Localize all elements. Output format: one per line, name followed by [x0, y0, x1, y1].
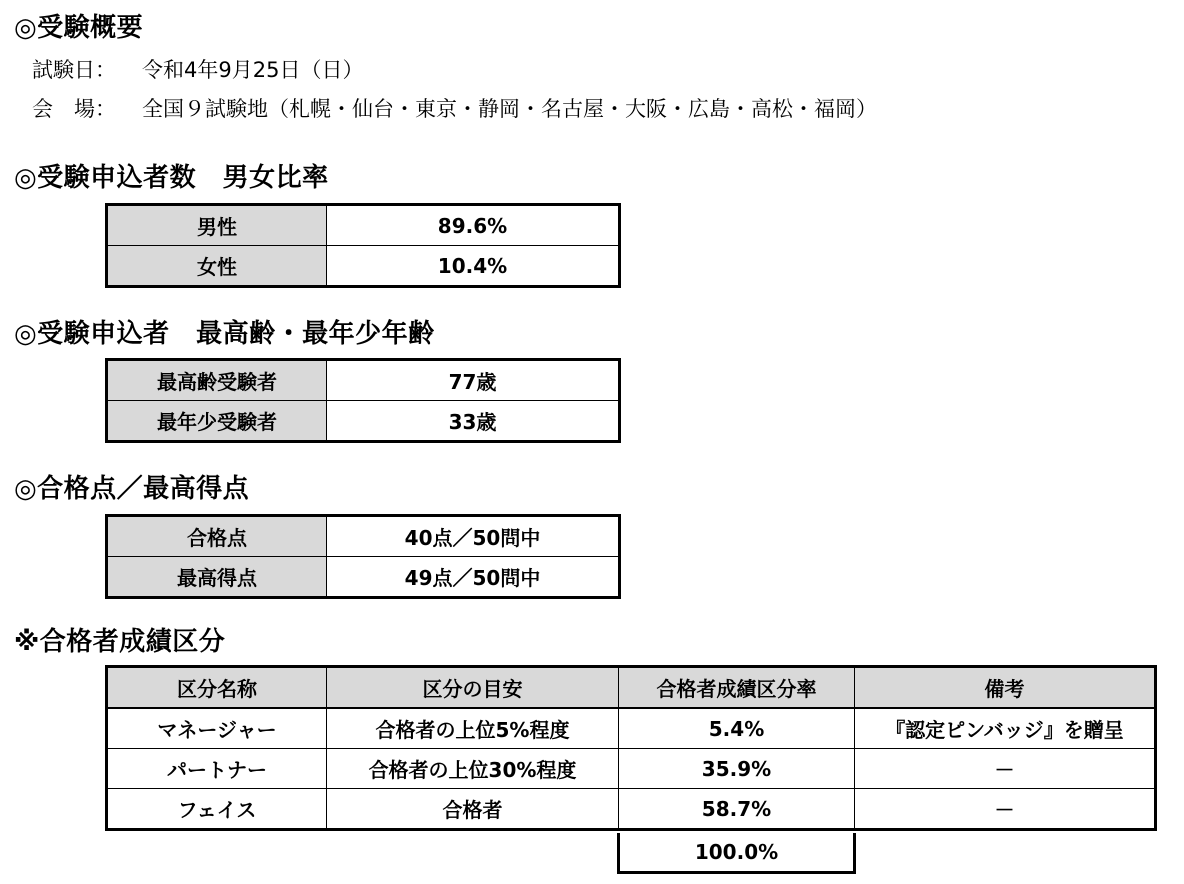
scores-heading: ◎合格点／最高得点 — [14, 474, 250, 504]
grade-criteria: 合格者の上位5%程度 — [327, 708, 619, 749]
venue-value: 全国９試験地（札幌・仙台・東京・静岡・名古屋・大阪・広島・高松・福岡） — [142, 97, 877, 121]
age-value-oldest: 77歳 — [327, 360, 620, 401]
gender-table — [105, 203, 621, 288]
grade-name: マネージャー — [107, 708, 327, 749]
grade-name: パートナー — [107, 749, 327, 789]
grade-rate: 5.4% — [619, 708, 855, 749]
venue-label: 会 場： — [32, 97, 116, 121]
column-header-name: 区分名称 — [107, 667, 327, 709]
score-value-highest: 49点／50問中 — [327, 557, 620, 598]
gender-heading: ◎受験申込者数 男女比率 — [14, 163, 329, 193]
exam-date-line — [32, 56, 363, 84]
scores-table — [105, 514, 621, 599]
table-row — [107, 360, 620, 401]
table-row — [107, 246, 620, 287]
grade-criteria: 合格者 — [327, 789, 619, 830]
age-table — [105, 358, 621, 443]
column-header-rate: 合格者成績区分率 — [619, 667, 855, 709]
table-header-row — [107, 667, 1156, 709]
gender-value-male: 89.6% — [327, 205, 620, 246]
venue-line — [32, 95, 877, 123]
gender-value-female: 10.4% — [327, 246, 620, 287]
column-header-remarks: 備考 — [855, 667, 1156, 709]
table-row — [107, 401, 620, 442]
table-row — [107, 789, 1156, 830]
grade-criteria: 合格者の上位30%程度 — [327, 749, 619, 789]
table-row — [107, 557, 620, 598]
grade-remarks: 『認定ピンバッジ』を贈呈 — [855, 708, 1156, 749]
grade-remarks: － — [855, 789, 1156, 830]
score-label-highest: 最高得点 — [107, 557, 327, 598]
gender-label-female: 女性 — [107, 246, 327, 287]
grades-table — [105, 665, 1157, 831]
grade-remarks: － — [855, 749, 1156, 789]
age-value-youngest: 33歳 — [327, 401, 620, 442]
overview-heading: ◎受験概要 — [14, 13, 144, 43]
grades-heading: ※合格者成績区分 — [14, 627, 226, 657]
grade-name: フェイス — [107, 789, 327, 830]
table-row — [107, 205, 620, 246]
grade-rate: 35.9% — [619, 749, 855, 789]
table-row — [107, 708, 1156, 749]
gender-label-male: 男性 — [107, 205, 327, 246]
age-label-oldest: 最高齢受験者 — [107, 360, 327, 401]
score-value-pass: 40点／50問中 — [327, 516, 620, 557]
age-label-youngest: 最年少受験者 — [107, 401, 327, 442]
column-header-criteria: 区分の目安 — [327, 667, 619, 709]
table-row — [107, 749, 1156, 789]
grade-rate: 58.7% — [619, 789, 855, 830]
score-label-pass: 合格点 — [107, 516, 327, 557]
exam-date-value: 令和4年9月25日（日） — [142, 58, 364, 82]
table-row — [107, 516, 620, 557]
grades-total: 100.0% — [617, 833, 856, 874]
age-heading: ◎受験申込者 最高齢・最年少年齢 — [14, 319, 435, 349]
exam-date-label: 試験日： — [32, 58, 116, 82]
